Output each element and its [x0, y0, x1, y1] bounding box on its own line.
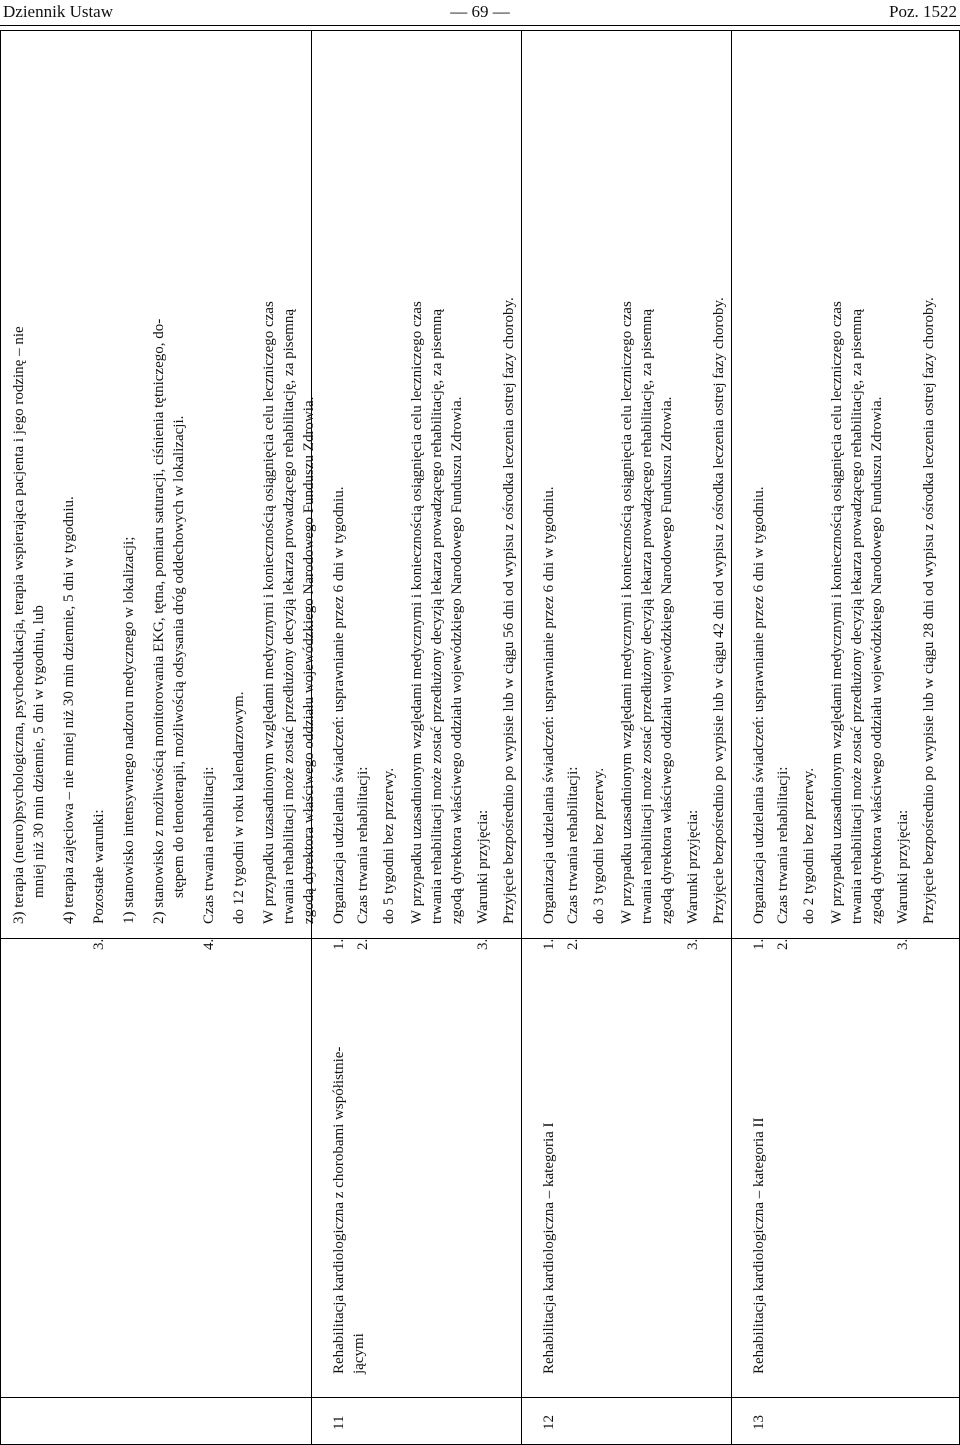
row-divider — [521, 31, 522, 1444]
row-13-number: 13 — [751, 1415, 767, 1430]
column-divider — [1, 1397, 959, 1398]
position-number: Poz. 1522 — [889, 2, 957, 21]
row-11-number: 11 — [331, 1415, 347, 1430]
page-header — [0, 0, 960, 26]
row-divider — [731, 31, 732, 1444]
journal-title: Dziennik Ustaw — [3, 2, 114, 21]
page-number: — 69 — — [450, 2, 510, 21]
row-12-number: 12 — [541, 1415, 557, 1430]
rotated-table — [0, 30, 960, 1445]
table-frame: 3) terapia (neuro)psychologiczna, psychoedukacja, terapia wspierająca pacjenta i jego rodzinę – nie mniej niż 30 min dziennie, 5 dni w tygodniu, lub 4) terapia zajęciowa – nie mniej niż 30 min dziennie, 5 dni w tygodniu. 3. Pozostałe warunki: 1) stanowisko intensywnego nadzoru medycznego w lokalizacji; 2) stanowisko z możliwością monitorowania EKG, tętna, pomiaru saturacji, ciśnienia tętniczego, do- stępem do tlenoterapii, możliwością odsysania dróg oddechowych w lokalizacji. 4. Czas trwania rehabilitacji: do 12 tygodni w roku kalendarzowym. W przypadku uzasadnionym względami medycznymi i koniecznością osiągnięcia celu leczniczego czas trwania rehabilitacji może zostać przedłużony decyzją lekarza prowadzącego rehabilitację, za pisemną zgodą dyrektora właściwego oddziału wojewódzkiego Narodowego Funduszu Zdrowia. 11 Rehabilitacja kardiologiczna z chorobami współistnie- jącymi 1. Organizacja udzielania świadczeń: usprawnianie przez 6 dni w tygodniu. 2. Czas trwania rehabilitacji: do 5 tygodni bez przerwy. W przypadku uzasadnionym względami medycznymi i koniecznością osiągnięcia celu leczniczego czas trwania rehabilitacji może zostać przedłużony decyzją lekarza prowadzącego rehabilitację, za pisemną zgodą dyrektora właściwego oddziału wojewódzkiego Narodowego Funduszu Zdrowia. 3. Warunki przyjęcia: Przyjęcie bezpośrednio po wypisie lub w ciągu 56 dni od wypisu z ośrodka leczenia ostrej fazy choroby. 12 Rehabilitacja kardiologiczna – kategoria I 1. Organizacja udzielania świadczeń: usprawnianie przez 6 dni w tygodniu. 2. Czas trwania rehabilitacji: do 3 tygodni bez przerwy. W przypadku uzasadnionym względami medycznymi i koniecznością osiągnięcia celu leczniczego czas trwania rehabilitacji może zostać przedłużony decyzją lekarza prowadzącego rehabilitację, za pisemną zgodą dyrektora właściwego oddziału wojewódzkiego Narodowego Funduszu Zdrowia. 3. Warunki przyjęcia: Przyjęcie bezpośrednio po wypisie lub w ciągu 42 dni od wypisu z ośrodka leczenia ostrej fazy choroby. 13 Rehabilitacja kardiologiczna – kategoria II 1. Organizacja udzielania świadczeń: usprawnianie przez 6 dni w tygodniu. 2. Czas trwania rehabilitacji: do 2 tygodni bez przerwy. W przypadku uzasadnionym względami medycznymi i koniecznością osiągnięcia celu leczniczego czas trwania rehabilitacji może zostać przedłużony decyzją lekarza prowadzącego rehabilitację, za pisemną zgodą dyrektora właściwego oddziału wojewódzkiego Narodowego Funduszu Zdrowia. 3. Warunki przyjęcia: Przyjęcie bezpośrednio po wypisie lub w ciągu 28 dni od wypisu z ośrodka leczenia ostrej fazy choroby. — [0, 30, 960, 1445]
